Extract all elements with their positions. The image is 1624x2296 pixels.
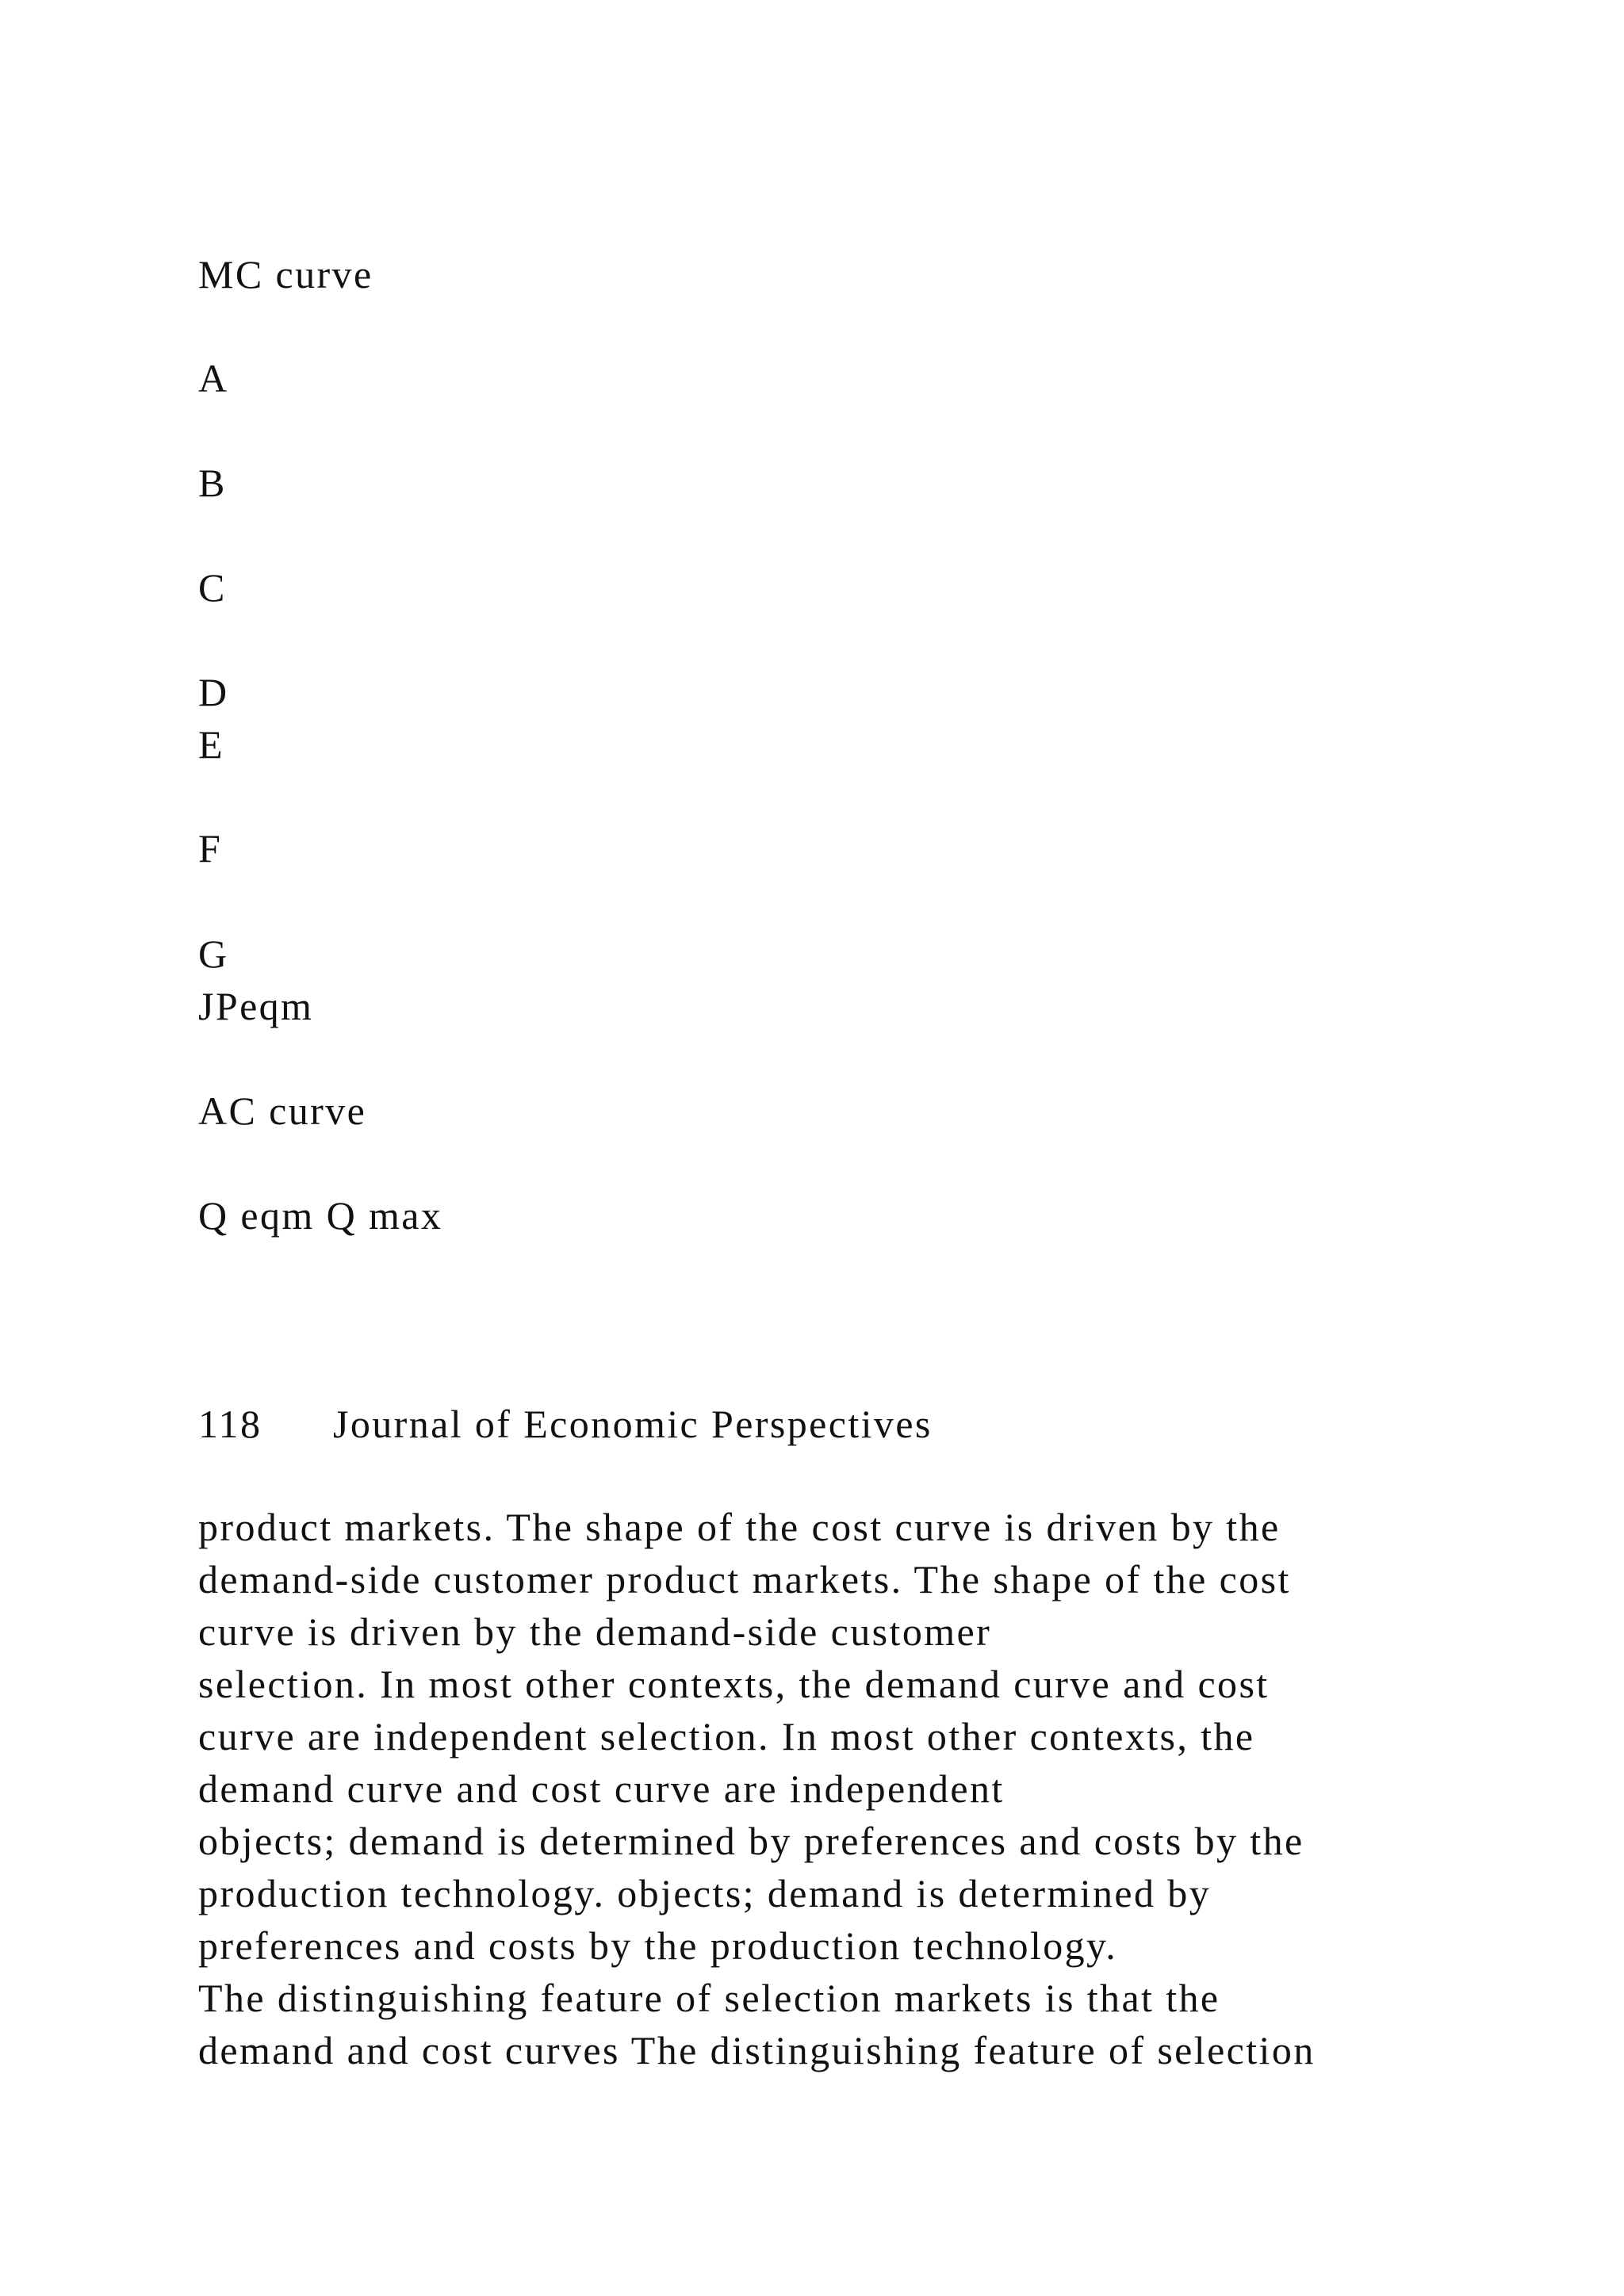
figure-label-c: C — [198, 565, 227, 610]
body-line: demand curve and cost curve are independent — [198, 1766, 1005, 1811]
figure-label-a: A — [198, 356, 229, 400]
body-line: demand and cost curves The distinguishing feature of selection — [198, 2028, 1316, 2072]
body-line: curve is driven by the demand-side customer — [198, 1609, 992, 1654]
body-line: curve are independent selection. In most other contexts, the — [198, 1714, 1255, 1758]
running-header — [198, 1398, 933, 1450]
figure-label-g: G — [198, 932, 229, 976]
body-line: The distinguishing feature of selection markets is that the — [198, 1976, 1220, 2020]
figure-label-mc-curve: MC curve — [198, 252, 373, 297]
figure-label-ac-curve: AC curve — [198, 1089, 367, 1133]
figure-label-e: E — [198, 722, 224, 767]
body-line: objects; demand is determined by preferences and costs by the — [198, 1819, 1304, 1863]
body-line: product markets. The shape of the cost curve is driven by the — [198, 1505, 1281, 1549]
figure-label-b: B — [198, 461, 227, 505]
figure-label-d: D — [198, 670, 229, 714]
body-line: production technology. objects; demand is determined by — [198, 1871, 1212, 1915]
figure-label-q-eqm-q-max: Q eqm Q max — [198, 1193, 443, 1238]
body-line: selection. In most other contexts, the demand curve and cost — [198, 1662, 1270, 1706]
journal-title: Journal of Economic Perspectives — [333, 1402, 933, 1446]
figure-label-jpeqm: JPeqm — [198, 984, 314, 1028]
body-line: demand-side customer product markets. The shape of the cost — [198, 1557, 1291, 1601]
body-line: preferences and costs by the production technology. — [198, 1923, 1118, 1968]
figure-label-f: F — [198, 826, 223, 871]
page-number: 118 — [198, 1402, 262, 1446]
